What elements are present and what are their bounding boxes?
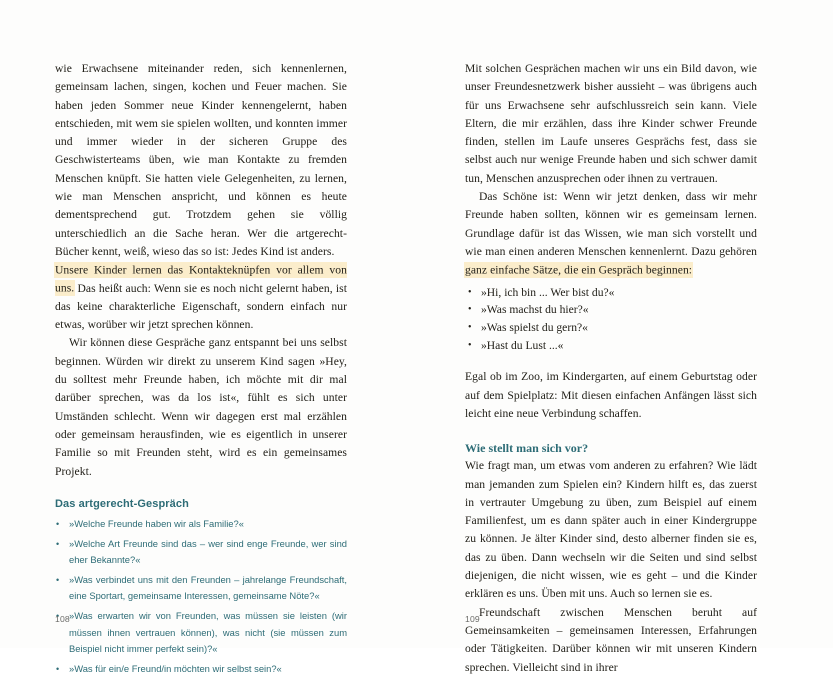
intro-sentences-list-wrap bbox=[465, 284, 757, 355]
paragraph-das-schoene-ist bbox=[465, 188, 757, 279]
list-item: • »Hi, ich bin ... Wer bist du?« bbox=[465, 284, 757, 302]
list-item: • »Was erwarten wir von Freunden, was müssen sie leisten (wir müssen ihnen vertrauen können), was nicht (sie müssen zum Beispiel nicht immer perfekt sein)?« bbox=[55, 608, 347, 657]
paragraph-wie-fragt-man: Wie fragt man, um etwas vom anderen zu erfahren? Wie lädt man jemanden zum Spielen ein? Kindern hilft es, das zuerst in vertrauter Umgebung zu üben, zum Beispiel auf einem Familienfest, um es dann später auch in einer Kindergruppe zu können. Je älter Kinder sind, desto alberner finden sie es, das zu üben. Dann wechseln wir die Seiten und sind selbst diejenigen, die nicht wissen, wie es geht – und die Kinder erklären es uns. Üben mit uns. Auch so lernen sie es. bbox=[465, 459, 757, 601]
page-number-left: 108 bbox=[55, 614, 70, 624]
paragraph-text-before-highlight: Das Schöne ist: Wenn wir jetzt denken, dass wir mehr Freunde haben sollten, können wir es gemeinsam lernen. Grundlage dafür ist das Wissen, wie man sich vorstellt und wie man einen anderen Menschen kennenlernt. Dazu gehören bbox=[465, 190, 757, 258]
page-left bbox=[0, 0, 416, 675]
highlight-sentence-2: ganz einfache Sätze, die ein Gespräch beginnen: bbox=[465, 263, 693, 277]
highlight-sentence-1: Unsere Kinder lernen das Kontakteknüpfen vor allem von uns. bbox=[55, 263, 347, 295]
intro-sentences-list bbox=[465, 284, 757, 355]
list-item: • »Hast du Lust ...« bbox=[465, 337, 757, 355]
paragraph-freundschaft-gemeinsamkeiten: Freundschaft zwischen Menschen beruht auf Gemeinsamkeiten – gemeinsamen Interessen, Erfahrungen oder Tätigkeiten. Darüber können wir mit unseren Kindern sprechen. Vielleicht sind in ihrer bbox=[465, 605, 757, 674]
list-item: • »Was spielst du gern?« bbox=[465, 319, 757, 337]
list-item: • »Was für ein/e Freund/in möchten wir selbst sein?« bbox=[55, 661, 347, 677]
page-number-right: 109 bbox=[465, 614, 480, 624]
paragraph-gespraeche: Wir können diese Gespräche ganz entspannt bei uns selbst beginnen. Würden wir direkt zu unserem Kind sagen »Hey, du solltest mehr Freunde haben, ich möchte mit dir mal darüber sprechen, was da los ist«, fühlt es sich unter Umständen schlecht. Wenn wir dagegen erst mal erzählen oder gemeinsam herausfinden, wie es eigentlich in unserer Familie so mit Freunden steht, wird es ein gemeinsames Projekt. bbox=[55, 336, 347, 478]
list-item: • »Was machst du hier?« bbox=[465, 301, 757, 319]
left-column-text bbox=[55, 60, 347, 677]
page-right bbox=[416, 0, 832, 674]
paragraph-mit-solchen-gespraechen: Mit solchen Gesprächen machen wir uns ein Bild davon, wie unser Freundesnetzwerk bisher aussieht – was übrigens auch für uns Erwachsene sehr aufschlussreich sein kann. Viele Eltern, die mir erzählen, dass ihre Kinder schwer Freunde finden, stellen im Laufe unseres Gesprächs fest, dass sie selbst auch nur wenige Freunde haben und sich schwer damit tun, Menschen anzusprechen oder ihnen zu vertrauen. bbox=[465, 62, 757, 185]
artgerecht-question-list-wrap bbox=[55, 516, 347, 677]
list-item: • »Was verbindet uns mit den Freunden – jahrelange Freundschaft, eine Sportart, gemeinsame Interessen, gemeinsame Nöte?« bbox=[55, 572, 347, 605]
paragraph-egal-ob-im-zoo: Egal ob im Zoo, im Kindergarten, auf einem Geburtstag oder auf dem Spielplatz: Mit diesen einfachen Anfängen lässt sich leicht eine neue Verbindung schaffen. bbox=[465, 370, 757, 420]
paragraph-after-highlight-text: Das heißt auch: Wenn sie es noch nicht gelernt haben, ist das keine charakterliche Eigenschaft, sondern einfach nur etwas, worüber wir jetzt sprechen können. bbox=[55, 281, 347, 332]
list-item: • »Welche Freunde haben wir als Familie?« bbox=[55, 516, 347, 532]
right-column-text bbox=[465, 60, 757, 677]
artgerecht-question-list bbox=[55, 516, 347, 677]
list-item: • »Welche Art Freunde sind das – wer sind enge Freunde, wer sind eher Bekannte?« bbox=[55, 536, 347, 569]
paragraph-with-highlight bbox=[55, 261, 347, 334]
paragraph-continuation: wie Erwachsene miteinander reden, sich kennenlernen, gemeinsam lachen, singen, kochen und Feuer machen. Sie haben jeden Sommer neue Kinder kennengelernt, haben entschieden, mit wem sie spielen wollten, und konnten immer und immer wieder in der sicheren Gruppe des Geschwisterteams üben, wie man Kontakte zu fremden Menschen knüpft. Sie hatten viele Gelegenheiten, zu lernen, wie man Menschen anspricht, und können es heute dementsprechend gut. Trotzdem gehen sie völlig unterschiedlich an die Sache heran. Wer die artgerecht-Bücher kennt, weiß, wieso das so ist: Jedes Kind ist anders. bbox=[55, 62, 347, 258]
subheading-wie-stellt-man-sich-vor: Wie stellt man sich vor? bbox=[465, 441, 589, 456]
section-heading-artgerecht-gespraech: Das artgerecht-Gespräch bbox=[55, 497, 189, 510]
